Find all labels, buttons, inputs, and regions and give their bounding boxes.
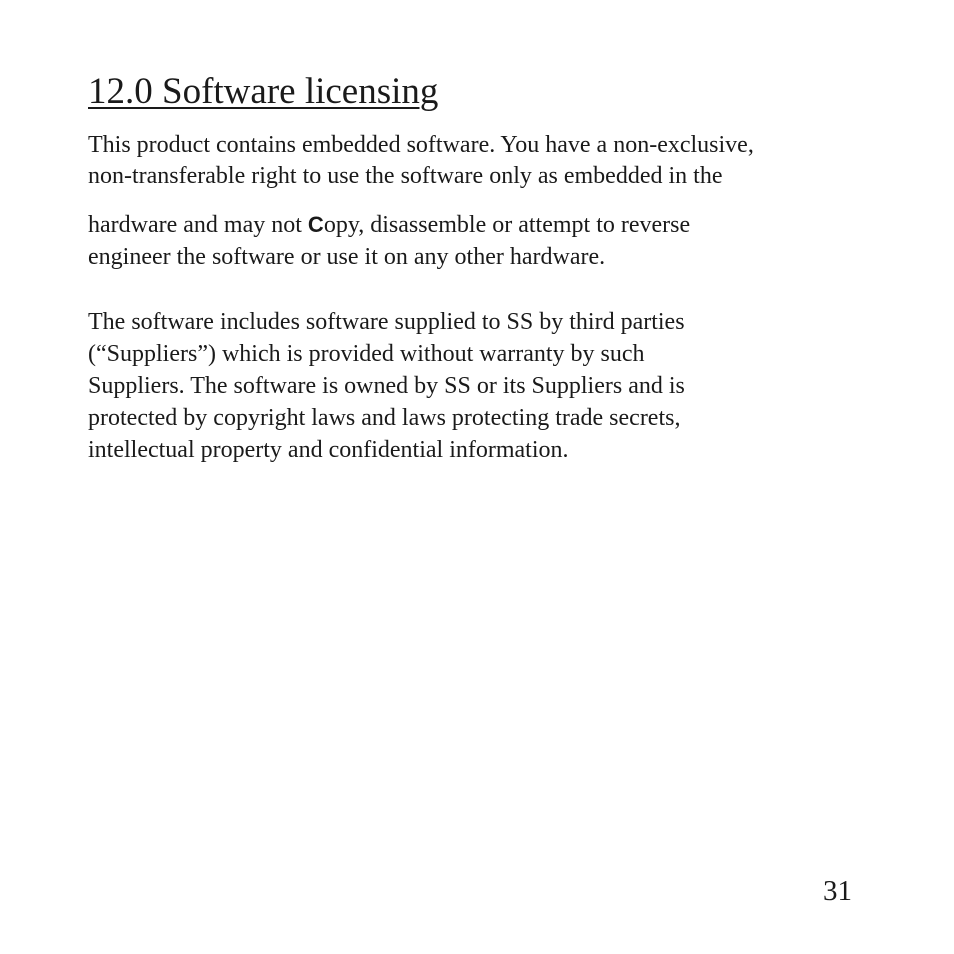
text-line: protected by copyright laws and laws protecting trade secrets, (88, 405, 681, 431)
text-segment-capital: C (307, 212, 324, 237)
text-line (88, 209, 690, 241)
text-line: non-transferable right to use the software only as embedded in the (88, 163, 723, 189)
text-line: (“Suppliers”) which is provided without warranty by such (88, 341, 645, 367)
text-line: The software includes software supplied to SS by third parties (88, 309, 685, 335)
text-line: engineer the software or use it on any other hardware. (88, 244, 606, 270)
text-segment: opy, disassemble or attempt to reverse (323, 212, 691, 238)
text-segment: hardware and may not (88, 212, 308, 238)
text-line: intellectual property and confidential information. (88, 437, 569, 463)
text-line: This product contains embedded software. You have a non-exclusive, (88, 132, 754, 158)
page-number: 31 (823, 875, 852, 907)
section-heading: 12.0 Software licensing (88, 71, 439, 112)
text-line: Suppliers. The software is owned by SS or its Suppliers and is (88, 373, 685, 399)
